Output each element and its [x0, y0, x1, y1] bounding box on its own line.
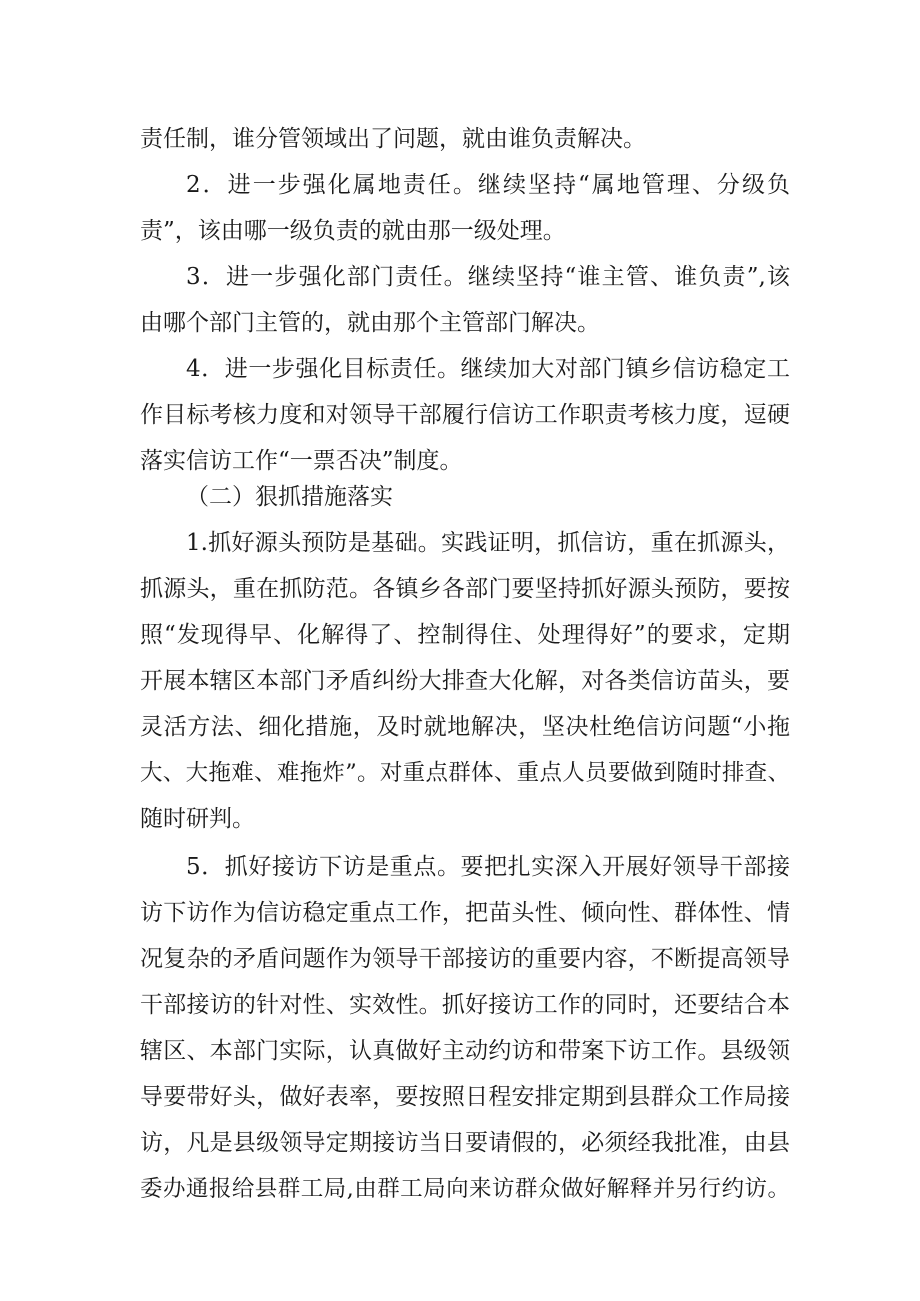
text-line-8: 落实信访工作“一票否决”制度。 [140, 448, 463, 474]
section-heading: （二）狠抓措施落实 [186, 484, 393, 510]
text-line-17: 5．抓好接访下访是重点。要把扎实深入开展好领导干部接 [186, 854, 790, 880]
text-line-14: 灵活方法、细化措施，及时就地解决，坚决杜绝信访问题“小拖 [140, 714, 790, 740]
text-line-2: 2．进一步强化属地责任。继续坚持“属地管理、分级负 [186, 172, 790, 198]
text-line-19: 况复杂的矛盾问题作为领导干部接访的重要内容，不断提高领导 [140, 946, 790, 972]
text-line-21: 辖区、本部门实际，认真做好主动约访和带案下访工作。县级领 [140, 1038, 790, 1064]
text-line-15: 大、大拖难、难拖炸”。对重点群体、重点人员要做到随时排查、 [140, 760, 790, 786]
text-line-18: 访下访作为信访稳定重点工作，把苗头性、倾向性、群体性、情 [140, 900, 790, 926]
text-line-13: 开展本辖区本部门矛盾纠纷大排查大化解，对各类信访苗头，要 [140, 668, 790, 694]
text-line-3: 责”，该由哪一级负责的就由那一级处理。 [140, 218, 566, 244]
text-line-10: 1.抓好源头预防是基础。实践证明，抓信访，重在抓源头， [186, 530, 790, 556]
text-line-6: 4．进一步强化目标责任。继续加大对部门镇乡信访稳定工 [186, 356, 790, 382]
text-line-20: 干部接访的针对性、实效性。抓好接访工作的同时，还要结合本 [140, 992, 790, 1018]
text-line-5: 由哪个部门主管的，就由那个主管部门解决。 [140, 310, 600, 336]
text-line-1: 责任制，谁分管领域出了问题，就由谁负责解决。 [140, 126, 646, 152]
text-line-7: 作目标考核力度和对领导干部履行信访工作职责考核力度，逗硬 [140, 402, 790, 428]
text-line-11: 抓源头，重在抓防范。各镇乡各部门要坚持抓好源头预防，要按 [140, 576, 790, 602]
text-line-12: 照“发现得早、化解得了、控制得住、处理得好”的要求，定期 [140, 622, 790, 648]
text-line-4: 3．进一步强化部门责任。继续坚持“谁主管、谁负责”,该 [186, 264, 790, 290]
text-line-16: 随时研判。 [140, 806, 255, 832]
text-line-23: 访，凡是县级领导定期接访当日要请假的，必须经我批准，由县 [140, 1130, 790, 1156]
text-line-22: 导要带好头，做好表率，要按照日程安排定期到县群众工作局接 [140, 1084, 790, 1110]
text-line-24: 委办通报给县群工局,由群工局向来访群众做好解释并另行约访。 [140, 1176, 790, 1202]
